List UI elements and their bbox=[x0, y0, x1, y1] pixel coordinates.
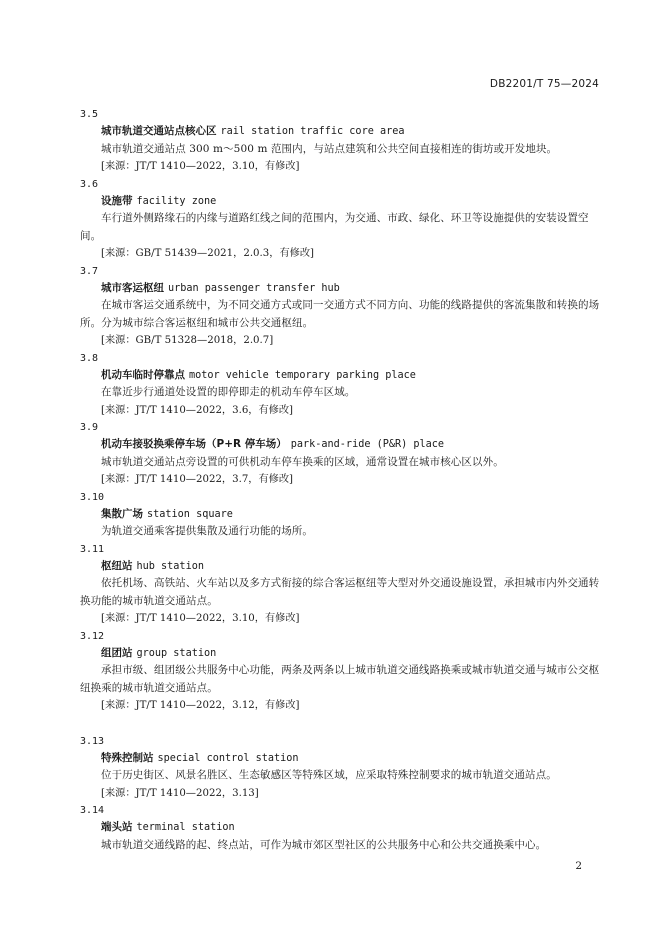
term-number: 3.11 bbox=[80, 543, 105, 555]
term-definition: 车行道外侧路缘石的内缘与道路红线之间的范围内，为交通、市政、绿化、环卫等设施提供的安装设置空间。 bbox=[80, 212, 589, 242]
term-entry-3-7 bbox=[80, 263, 600, 350]
term-source: [来源：GB/T 51439—2021，2.0.3，有修改] bbox=[101, 248, 314, 259]
term-source: [来源：JT/T 1410—2022，3.6，有修改] bbox=[101, 404, 294, 416]
term-en: facility zone bbox=[136, 195, 217, 207]
term-number: 3.14 bbox=[80, 805, 105, 816]
term-definition: 城市轨道交通站点旁设置的可供机动车停车换乘的区域，通常设置在城市核心区以外。 bbox=[101, 455, 504, 468]
term-definition: 在城市客运交通系统中，为不同交通方式或同一交通方式不同方向、功能的线路提供的客流集散和转换的场所。分为城市综合客运枢纽和城市公共交通枢纽。 bbox=[80, 299, 600, 329]
term-en: rail station traffic core area bbox=[220, 126, 405, 137]
page-number: 2 bbox=[575, 860, 582, 872]
term-definition: 在靠近步行通道处设置的即停即走的机动车停车区域。 bbox=[101, 386, 356, 398]
terms-list bbox=[80, 106, 600, 854]
term-zh: 端头站 bbox=[101, 821, 133, 833]
term-entry-3-5 bbox=[80, 106, 600, 176]
term-entry-3-11 bbox=[80, 541, 600, 628]
term-zh: 机动车接驳换乘停车场（P+R 停车场） bbox=[101, 438, 287, 450]
term-definition: 为轨道交通乘客提供集散及通行功能的场所。 bbox=[101, 525, 313, 537]
term-entry-3-14 bbox=[80, 802, 600, 854]
term-title bbox=[80, 367, 600, 385]
term-entry-3-12 bbox=[80, 628, 600, 715]
term-definition: 位于历史街区、风景名胜区、生态敏感区等特殊区域，应采取特殊控制要求的城市轨道交通站点。 bbox=[101, 769, 557, 781]
term-source: [来源：JT/T 1410—2022，3.13] bbox=[101, 787, 259, 799]
term-en: urban passenger transfer hub bbox=[168, 282, 340, 294]
term-title bbox=[80, 436, 600, 454]
term-definition: 城市轨道交通线路的起、终点站，可作为城市郊区型社区的公共服务中心和公共交通换乘中心。 bbox=[101, 838, 547, 851]
term-source: [来源：JT/T 1410—2022，3.10，有修改] bbox=[101, 161, 300, 172]
term-title bbox=[80, 506, 600, 524]
spacer bbox=[80, 715, 600, 733]
term-en: terminal station bbox=[136, 822, 235, 833]
term-zh: 枢纽站 bbox=[101, 559, 133, 572]
term-source: [来源：JT/T 1410—2022，3.7，有修改] bbox=[101, 474, 294, 485]
term-zh: 特殊控制站 bbox=[101, 751, 154, 764]
term-entry-3-10 bbox=[80, 489, 600, 541]
term-number: 3.10 bbox=[80, 491, 105, 503]
term-title bbox=[80, 819, 600, 837]
term-en: hub station bbox=[136, 560, 204, 572]
term-title bbox=[80, 123, 600, 141]
term-zh: 组团站 bbox=[101, 646, 133, 659]
term-number: 3.12 bbox=[80, 630, 105, 642]
term-source: [来源：JT/T 1410—2022，3.12，有修改] bbox=[101, 700, 300, 711]
term-en: special control station bbox=[157, 752, 299, 764]
term-number: 3.9 bbox=[80, 422, 99, 433]
document-id: DB2201/T 75—2024 bbox=[489, 78, 599, 90]
term-en: group station bbox=[136, 647, 217, 659]
term-en: park-and-ride (P&R) place bbox=[290, 439, 445, 450]
term-entry-3-6 bbox=[80, 176, 600, 263]
term-number: 3.7 bbox=[80, 265, 99, 277]
term-zh: 机动车临时停靠点 bbox=[101, 368, 185, 381]
term-number: 3.8 bbox=[80, 352, 99, 364]
term-zh: 集散广场 bbox=[101, 507, 143, 520]
term-title bbox=[80, 193, 600, 211]
term-title bbox=[80, 645, 600, 663]
term-number: 3.5 bbox=[80, 109, 99, 120]
term-entry-3-8 bbox=[80, 350, 600, 420]
term-number: 3.6 bbox=[80, 178, 99, 190]
term-entry-3-9 bbox=[80, 419, 600, 489]
term-zh: 城市轨道交通站点核心区 bbox=[101, 125, 217, 137]
term-entry-3-13 bbox=[80, 733, 600, 803]
term-en: station square bbox=[147, 508, 233, 520]
term-title bbox=[80, 558, 600, 576]
term-number: 3.13 bbox=[80, 735, 105, 747]
term-en: motor vehicle temporary parking place bbox=[189, 369, 416, 381]
term-source: [来源：JT/T 1410—2022，3.10，有修改] bbox=[101, 613, 300, 624]
term-title bbox=[80, 280, 600, 298]
term-title bbox=[80, 750, 600, 768]
term-definition: 承担市级、组团级公共服务中心功能，两条及两条以上城市轨道交通线路换乘或城市轨道交通与城市公交枢纽换乘的城市轨道交通站点。 bbox=[80, 664, 600, 694]
term-zh: 城市客运枢纽 bbox=[101, 281, 164, 294]
term-definition: 依托机场、高铁站、火车站以及多方式衔接的综合客运枢纽等大型对外交通设施设置，承担城市内外交通转换功能的城市轨道交通站点。 bbox=[80, 577, 600, 607]
term-definition: 城市轨道交通站点 300 m～500 m 范围内，与站点建筑和公共空间直接相连的街坊或开发地块。 bbox=[101, 142, 558, 155]
term-source: [来源：GB/T 51328—2018，2.0.7] bbox=[101, 335, 274, 346]
term-zh: 设施带 bbox=[101, 194, 133, 207]
